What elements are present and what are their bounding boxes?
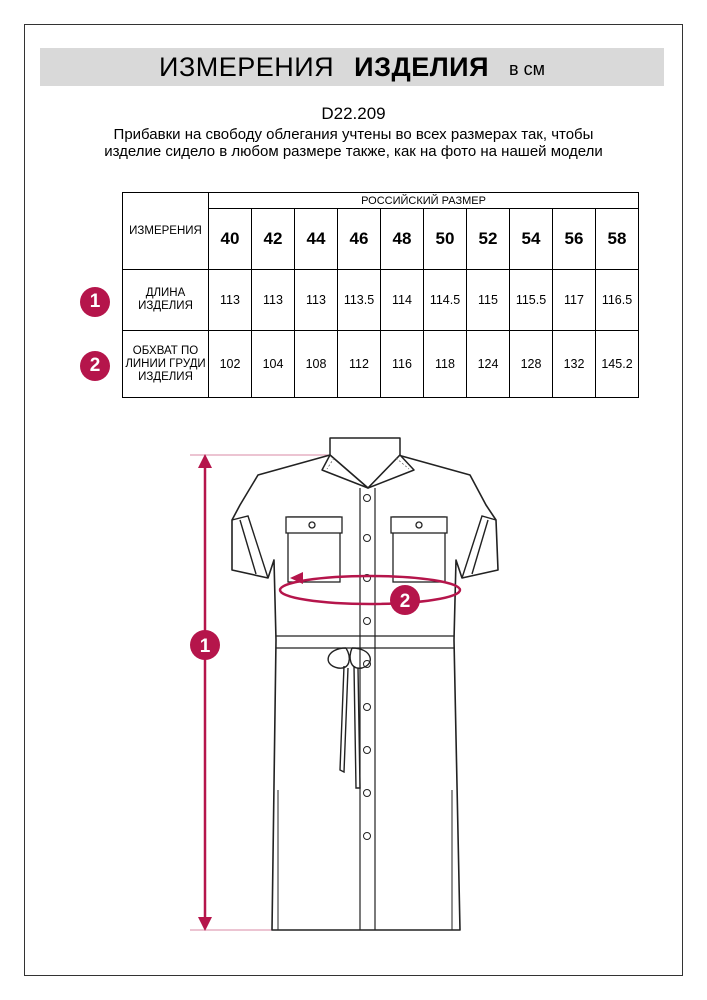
chest-badge: 2	[80, 351, 110, 381]
pocket-button	[309, 522, 315, 528]
value-cell: 113.5	[338, 270, 381, 331]
marker-2-label: 2	[399, 591, 411, 612]
button	[364, 790, 371, 797]
value-cell: 112	[338, 331, 381, 398]
value-cell: 104	[252, 331, 295, 398]
value-cell: 145.2	[596, 331, 639, 398]
group-header: РОССИЙСКИЙ РАЗМЕР	[209, 193, 639, 209]
title-unit: в см	[509, 58, 545, 79]
diagram-marker-2	[390, 585, 420, 615]
row-label-chest: ОБХВАТ ПО ЛИНИИ ГРУДИ ИЗДЕЛИЯ	[123, 331, 209, 398]
value-cell: 117	[553, 270, 596, 331]
value-cell: 114	[381, 270, 424, 331]
row-label-length: ДЛИНА ИЗДЕЛИЯ	[123, 270, 209, 331]
value-cell: 102	[209, 331, 252, 398]
value-cell: 116	[381, 331, 424, 398]
value-cell: 116.5	[596, 270, 639, 331]
value-cell: 128	[510, 331, 553, 398]
value-cell: 124	[467, 331, 510, 398]
button	[364, 618, 371, 625]
title-part2: ИЗДЕЛИЯ	[354, 51, 489, 82]
value-cell: 115	[467, 270, 510, 331]
button	[364, 704, 371, 711]
length-arrow	[198, 454, 212, 931]
value-cell: 115.5	[510, 270, 553, 331]
size-cell: 42	[252, 209, 295, 270]
dress-outline	[232, 455, 498, 930]
size-cell: 40	[209, 209, 252, 270]
fit-note: Прибавки на свободу облегания учтены во всех размерах так, чтобы изделие сидело в любом размере также, как на фото на нашей модели	[104, 126, 603, 160]
value-cell: 113	[295, 270, 338, 331]
value-cell: 118	[424, 331, 467, 398]
size-cell: 58	[596, 209, 639, 270]
size-cell: 50	[424, 209, 467, 270]
title-part1: ИЗМЕРЕНИЯ	[159, 51, 335, 82]
diagram-marker-1	[190, 630, 220, 660]
value-cell: 108	[295, 331, 338, 398]
value-cell: 113	[252, 270, 295, 331]
corner-label: ИЗМЕРЕНИЯ	[123, 193, 209, 270]
value-cell: 113	[209, 270, 252, 331]
button	[364, 495, 371, 502]
marker-1-label: 1	[199, 636, 211, 657]
value-cell: 132	[553, 331, 596, 398]
value-cell: 114.5	[424, 270, 467, 331]
size-cell: 54	[510, 209, 553, 270]
size-cell: 48	[381, 209, 424, 270]
size-cell: 46	[338, 209, 381, 270]
article-number: D22.209	[321, 104, 386, 123]
button	[364, 833, 371, 840]
length-badge: 1	[80, 287, 110, 317]
size-cell: 44	[295, 209, 338, 270]
size-cell: 56	[553, 209, 596, 270]
button	[364, 747, 371, 754]
button	[364, 535, 371, 542]
size-cell: 52	[467, 209, 510, 270]
pocket-button	[416, 522, 422, 528]
